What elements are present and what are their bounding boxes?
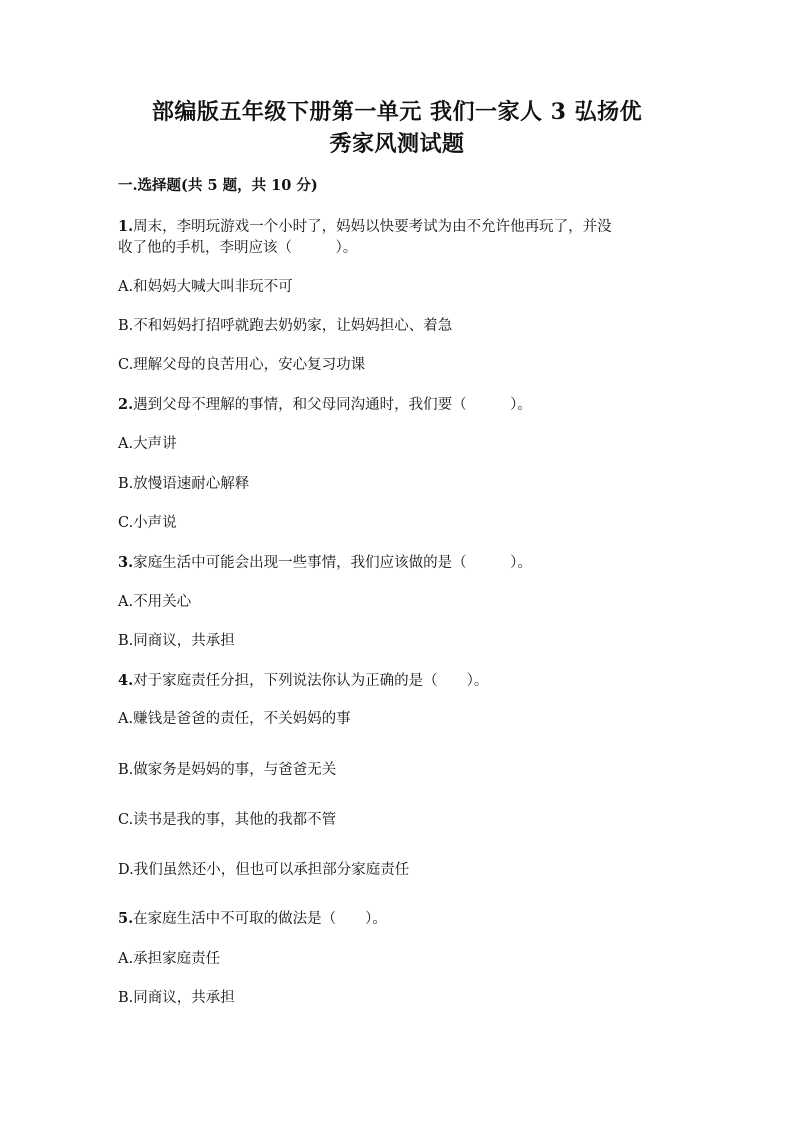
question-1-option-c: C.理解父母的良苦用心，安心复习功课 <box>118 357 366 373</box>
question-1-option-b: B.不和妈妈打招呼就跑去奶奶家，让妈妈担心、着急 <box>118 318 453 334</box>
question-number: 2. <box>118 396 134 413</box>
question-4-line-1 <box>118 671 488 691</box>
section-heading: 一.选择题(共 5 题，共 10 分) <box>118 177 318 194</box>
question-number: 3. <box>118 554 134 571</box>
question-text: 周末，李明玩游戏一个小时了，妈妈以快要考试为由不允许他再玩了，并没 <box>133 219 612 235</box>
document-title-line-1: 部编版五年级下册第一单元 我们一家人 3 弘扬优 <box>151 99 643 125</box>
question-5-option-b: B.同商议，共承担 <box>118 990 235 1006</box>
question-1-option-a: A.和妈妈大喊大叫非玩不可 <box>118 279 293 295</box>
question-text: 家庭生活中可能会出现一些事情，我们应该做的是（ ）。 <box>133 555 532 571</box>
question-3-line-1 <box>118 553 532 573</box>
question-4-option-d: D.我们虽然还小，但也可以承担部分家庭责任 <box>118 862 410 878</box>
question-2-option-a: A.大声讲 <box>118 436 177 452</box>
question-2-option-c: C.小声说 <box>118 515 177 531</box>
question-2-line-1 <box>118 395 532 415</box>
question-number: 4. <box>118 672 134 689</box>
question-4-option-b: B.做家务是妈妈的事，与爸爸无关 <box>118 762 337 778</box>
question-5-line-1 <box>118 909 387 929</box>
question-2-option-b: B.放慢语速耐心解释 <box>118 476 250 492</box>
question-text: 对于家庭责任分担，下列说法你认为正确的是（ ）。 <box>133 673 489 689</box>
question-number: 5. <box>118 910 134 927</box>
question-3-option-a: A.不用关心 <box>118 594 192 610</box>
question-4-option-a: A.赚钱是爸爸的责任，不关妈妈的事 <box>118 711 351 727</box>
question-5-option-a: A.承担家庭责任 <box>118 951 221 967</box>
question-text: 遇到父母不理解的事情，和父母同沟通时，我们要（ ）。 <box>133 397 532 413</box>
question-1-line-1 <box>118 217 612 237</box>
question-1-line-2: 收了他的手机，李明应该（ ）。 <box>118 240 358 256</box>
question-number: 1. <box>118 218 134 235</box>
document-title-line-2: 秀家风测试题 <box>329 131 465 157</box>
question-3-option-b: B.同商议，共承担 <box>118 633 235 649</box>
question-4-option-c: C.读书是我的事，其他的我都不管 <box>118 812 337 828</box>
question-text: 在家庭生活中不可取的做法是（ ）。 <box>133 911 387 927</box>
